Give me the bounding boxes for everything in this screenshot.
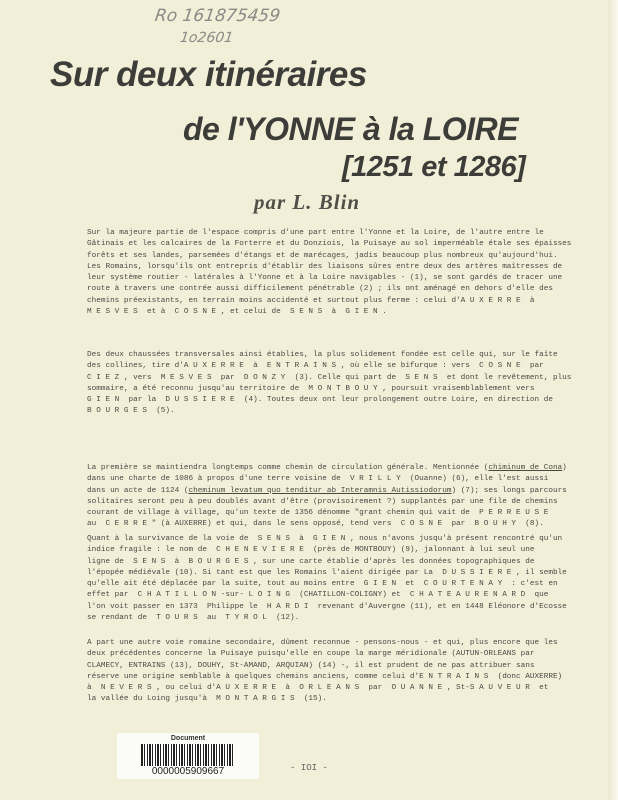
text-line (87, 508, 567, 519)
page-number: - IOI - (290, 763, 328, 773)
text-line: l'on voit passer en 1373 Philippe le H A R D I revenant d'Auvergne (11), et en 1448 Eléonore d'Ecosse (87, 602, 567, 611)
title-dates: [1251 et 1286] (342, 151, 526, 183)
text-line: C I E Z , vers M E S V E S par D O N Z Y (3). Celle qui part de S E N S et dont le revêtement, plus (87, 373, 572, 382)
text: dans une charte de 1086 à propos d'une terre voisine de V R I L L Y (Ouanne) (6), elle l'est aussi (87, 475, 549, 484)
text-line (87, 463, 567, 474)
text-line: indice fragile : le nom de C H E N E V I E R E (près de MONTBOUY) (9), jalonnant à lui seul une (87, 546, 535, 555)
underlined-citation: chiminum de Cona (488, 464, 563, 472)
text-line: Les Romains, lorsqu'ils ont entrepris d'établir des liaisons sûres entre deux des artères maîtresses de (87, 262, 563, 271)
handwritten-call-number: Ro 161875459 (153, 6, 282, 26)
barcode-number: 0000005909667 (151, 766, 225, 777)
text-line: CLAMECY, ENTRAINS (13), DOUHY, St-AMAND, ARQUIAN) (14) -, il est prudent de ne pas attribuer sans (87, 661, 535, 670)
text-line: Quant à la survivance de la voie de S E N S à G I E N , nous n'avons jusqu'à présent rencontré qu'un (87, 535, 563, 543)
text-line: sommaire, a été reconnu jusqu'au territoire de M O N T B O U Y , poursuit vraisemblablement vers (87, 384, 535, 393)
text-line: forêts et ses landes, parsemées d'étangs et de marécages, jadis beaucoup plus nombreux qu'aujourd'hui. (87, 251, 558, 260)
text-line (87, 497, 567, 508)
barcode-icon (141, 744, 235, 766)
text-line (87, 486, 567, 497)
paragraph-3 (87, 463, 567, 531)
page-edge (608, 0, 618, 800)
text-line: route à travers une contrée aussi difficilement pénétrable (2) ; ils ont aménagé en dehors d'elle des (87, 285, 553, 294)
text-line: la vallée du Loing jusqu'à M O N T A R G I S (15). (87, 695, 327, 704)
author-byline: par L. Blin (254, 190, 361, 214)
text-line (87, 474, 567, 485)
text-line: effet par C H A T I L L O N -sur- L O I N G (CHATILLON-COLIGNY) et C H A T E A U R E N A R D que (87, 591, 549, 600)
text: La première se maintiendra longtemps comme chemin de circulation générale. Mentionnée ( (87, 464, 489, 472)
text-line: Des deux chaussées transversales ainsi établies, la plus solidement fondée est celle qui, sur le faîte (87, 351, 558, 359)
text: ) (562, 464, 567, 472)
text-line: ligne de S E N S à B O U R G E S , sur une carte établie d'après les données topographiques de (87, 557, 535, 566)
text-line: l'épopée médiévale (10). Si tant est que les Romains l'aient dirigée par La D U S S I E R E , il semble (87, 568, 567, 577)
text-line: deux précédentes concerne la Puisaye puisqu'elle en coupe la marge méridionale (AUTUN-ORLEANS par (87, 650, 535, 659)
text: ) (7); ses longs parcours (451, 486, 567, 495)
text-line: Gâtinais et les calcaires de la Forterre et du Donziois, la Puisaye au sol imperméable étale ses épaisses (87, 240, 572, 249)
paragraph-2 (87, 350, 571, 418)
text-line: G I E N par la D U S S I E R E (4). Toutes deux ont leur prolongement outre Loire, en direction de (87, 396, 553, 405)
text-line: réserve une origine semblable à quelques chemins anciens, comme celui d'E N T R A I N S (donc AUXERRE) (87, 672, 563, 681)
paragraph-5 (87, 638, 562, 706)
title-line-2: de l'YONNE à la LOIRE (183, 111, 518, 147)
text-line: B O U R G E S (5). (87, 407, 175, 416)
text-line: qu'elle ait été déplacée par la suite, tout au moins entre G I E N et C O U R T E N A Y : c'est en (87, 580, 558, 589)
text-line: M E S V E S et à C O S N E , et celui de S E N S à G I E N . (87, 308, 387, 317)
paragraph-4 (87, 534, 567, 624)
text-line: à N E V E R S , ou celui d'A U X E R R E à O R L E A N S par O U A N N E , St-S A U V E U R et (87, 684, 549, 693)
paragraph-1 (87, 228, 571, 318)
barcode-title: Document (170, 735, 206, 742)
barcode-label (117, 733, 259, 779)
text: au C E R R E " (à AUXERRE) et qui, dans le sens opposé, tend vers C O S N E par B O U H Y (8). (87, 520, 544, 529)
handwritten-ref: 1o2601 (178, 30, 235, 46)
text-line (87, 519, 567, 530)
text: dans un acte de 1124 ( (87, 486, 189, 495)
text: solitaires seront peu à peu doublés avant d'être (provisoirement ?) supplantés par une file de chemins (87, 497, 558, 506)
text-line: des collines, tire d'A U X E R R E à E N T R A I N S , où elle se bifurque : vers C O S N E par (87, 362, 544, 371)
text-line: leur système routier - latérales à l'Yonne et à la Loire navigables - (1), se sont gardés de tracer une (87, 274, 563, 283)
text-line: chemins préexistants, en terrain moins accidenté et surtout plus ferme : celui d'A U X E R R E à (87, 296, 535, 305)
text-line: Sur la majeure partie de l'espace compris d'une part entre l'Yonne et la Loire, de l'autre entre le (87, 229, 544, 237)
text-line: se rendant de T O U R S au T Y R O L (12). (87, 614, 300, 623)
title-line-1: Sur deux itinéraires (50, 55, 367, 94)
underlined-citation: cheminum levatum quo tenditur ab Interamnis Autissiodorum (188, 486, 452, 495)
text-line: A part une autre voie romaine secondaire, dûment reconnue - pensons-nous - et qui, plus encore que les (87, 639, 558, 647)
text: courant de village à village, qu'un texte de 1356 dénomme "grant chemin qui vait de P E R R E U S E (87, 509, 549, 518)
